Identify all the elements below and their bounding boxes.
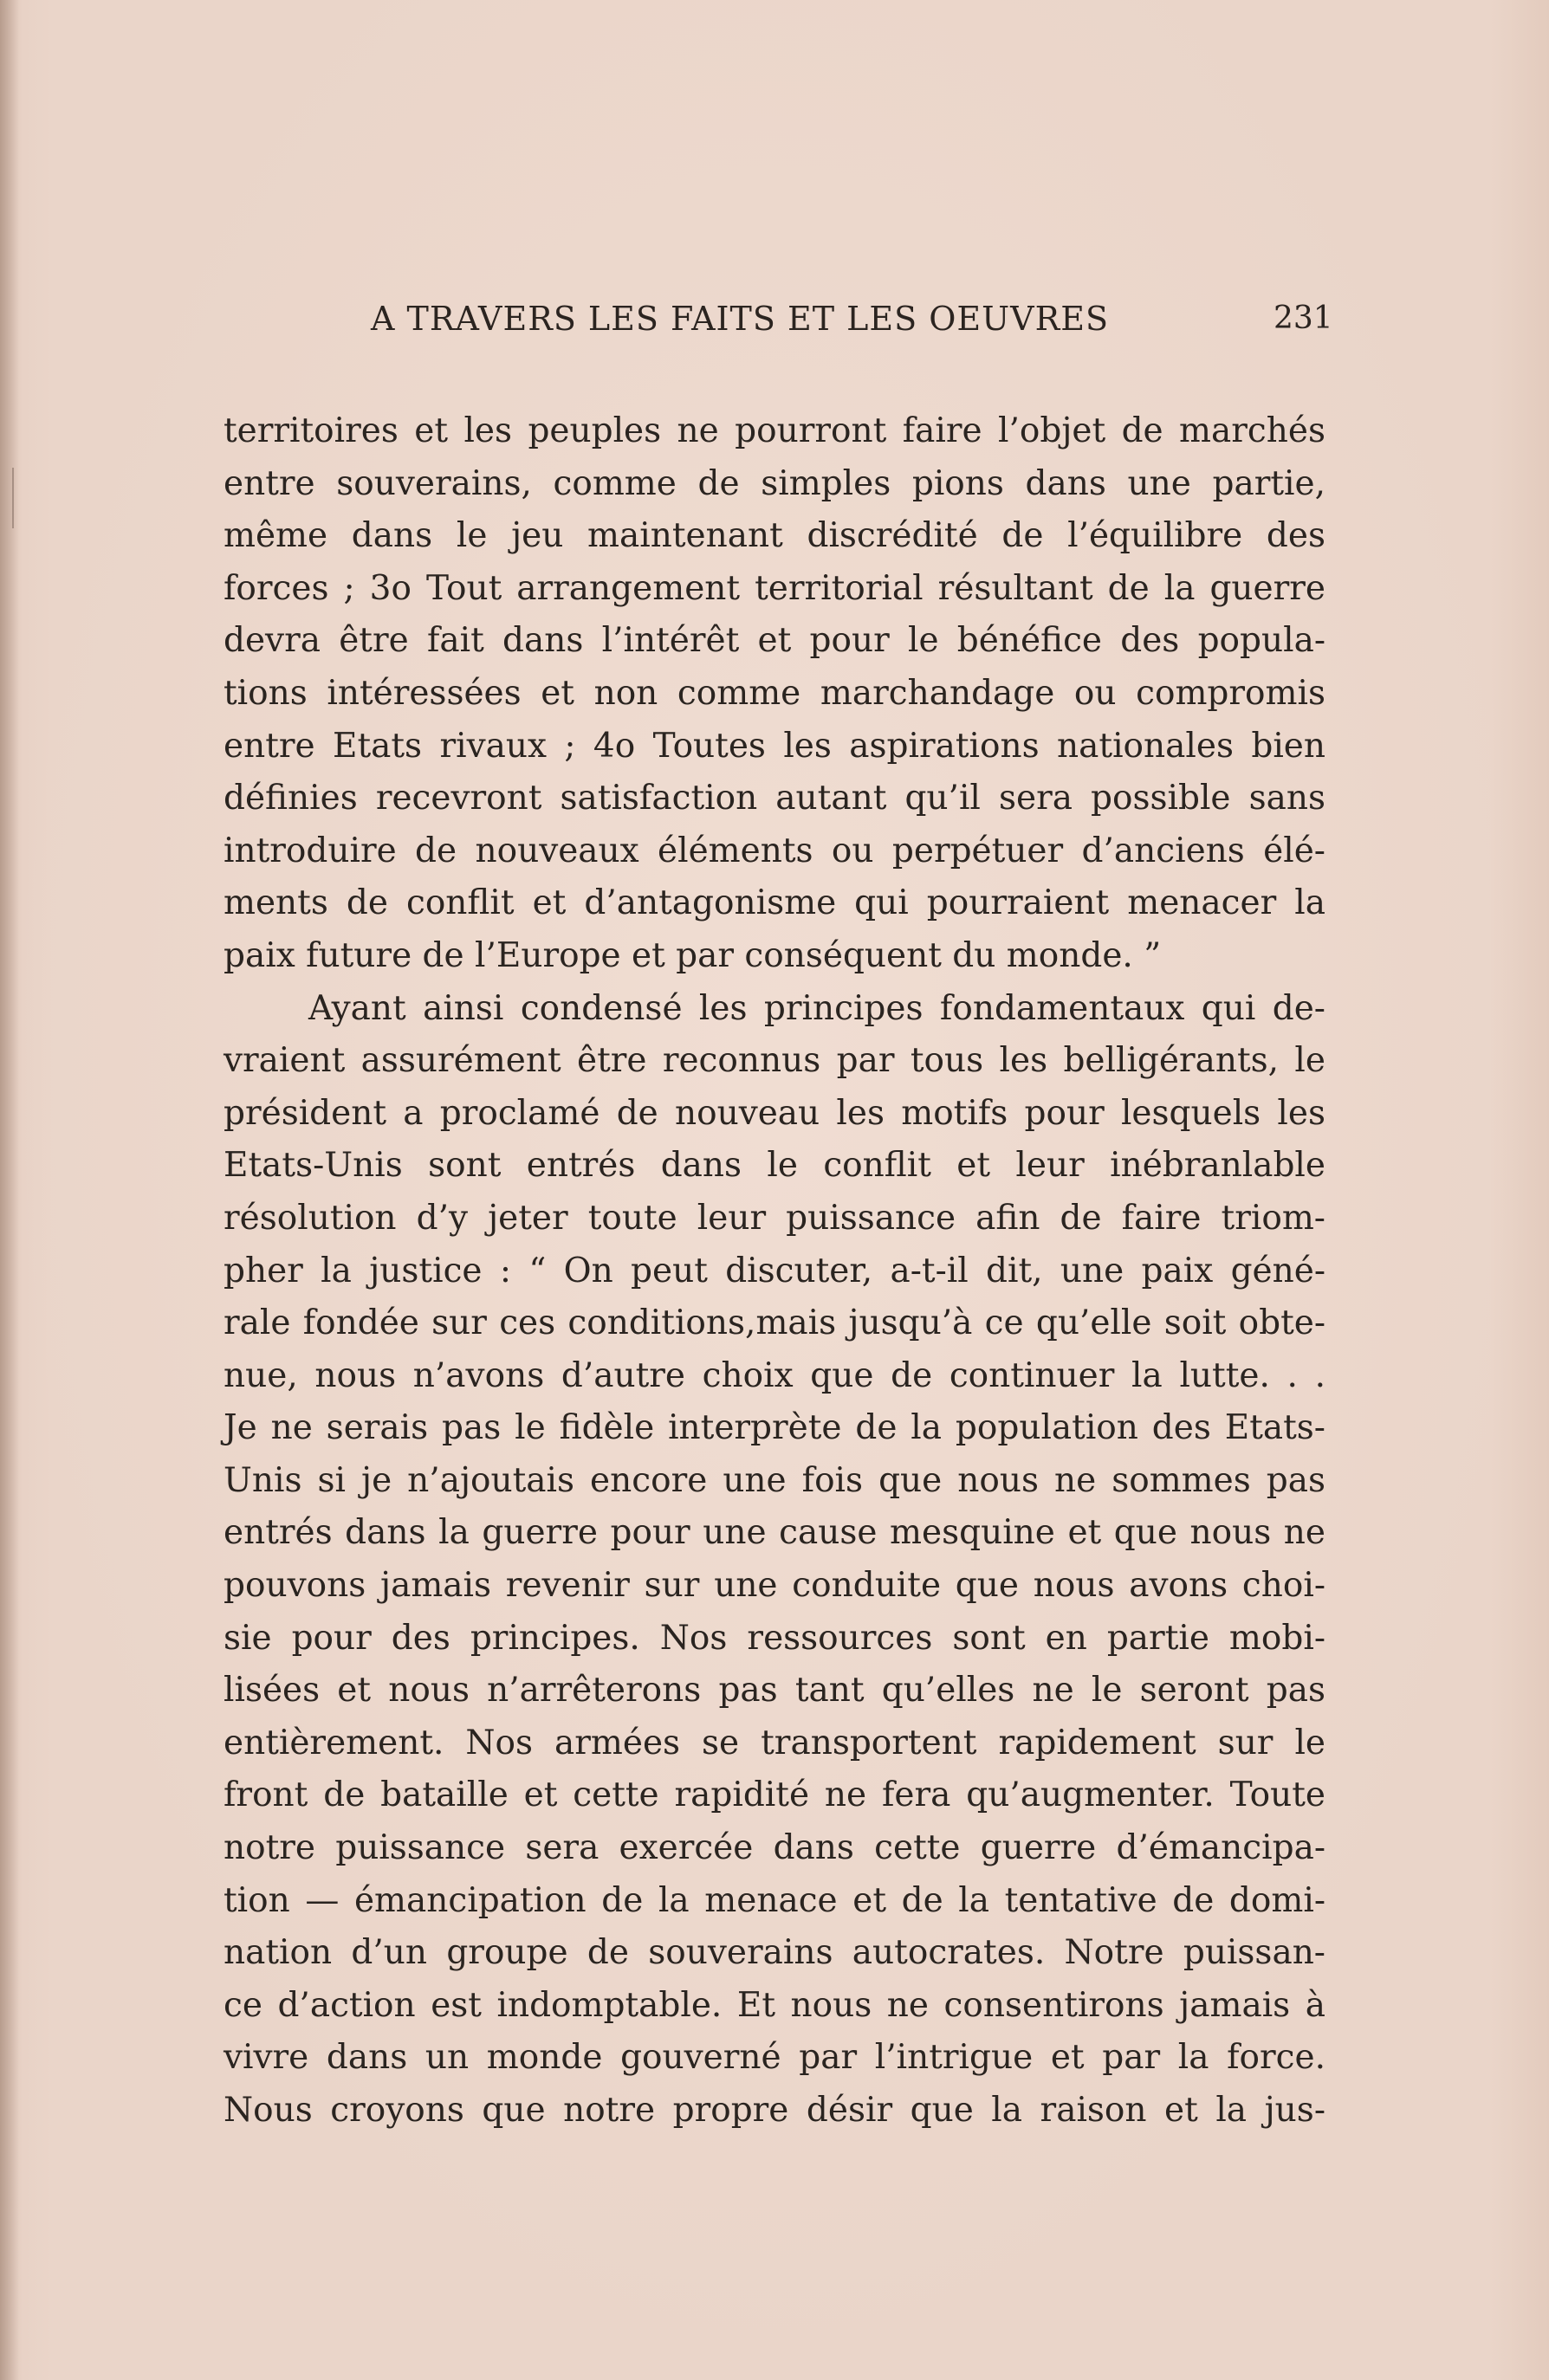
text-line: entre souverains, comme de simples pions dans une partie, xyxy=(224,463,1325,503)
text-line: notre puissance sera exercée dans cette guerre d’émancipa- xyxy=(224,1828,1325,1868)
text-line: lisées et nous n’arrêterons pas tant qu’elles ne le seront pas xyxy=(224,1671,1325,1711)
running-header xyxy=(0,293,1549,345)
text-line: ce d’action est indomptable. Et nous ne consentirons jamais à xyxy=(224,1985,1325,2025)
text-line: sie pour des principes. Nos ressources sont en partie mobi- xyxy=(224,1618,1325,1658)
text-line: Je ne serais pas le fidèle interprète de la population des Etats- xyxy=(224,1408,1325,1448)
text-line: vivre dans un monde gouverné par l’intrigue et par la force. xyxy=(224,2038,1325,2078)
text-line: entièrement. Nos armées se transportent rapidement sur le xyxy=(224,1723,1325,1762)
text-line: tions intéressées et non comme marchandage ou compromis xyxy=(224,673,1325,713)
text-line: entrés dans la guerre pour une cause mesquine et que nous ne xyxy=(224,1513,1325,1553)
text-line: Unis si je n’ajoutais encore une fois que nous ne sommes pas xyxy=(224,1460,1325,1500)
text-line: Nous croyons que notre propre désir que la raison et la jus- xyxy=(224,2091,1325,2130)
text-line: rale fondée sur ces conditions,mais jusqu’à ce qu’elle soit obte- xyxy=(224,1303,1325,1343)
body-text xyxy=(224,405,1325,2137)
text-line: même dans le jeu maintenant discrédité de l’équilibre des xyxy=(224,516,1325,556)
text-line: entre Etats rivaux ; 4o Toutes les aspirations nationales bien xyxy=(224,726,1325,766)
text-line: ments de conflit et d’antagonisme qui pourraient menacer la xyxy=(224,883,1325,923)
text-line: pher la justice : “ On peut discuter, a-t-il dit, une paix géné- xyxy=(224,1251,1325,1290)
text-line: front de bataille et cette rapidité ne fera qu’augmenter. Toute xyxy=(224,1775,1325,1815)
text-line: président a proclamé de nouveau les motifs pour lesquels les xyxy=(224,1093,1325,1133)
page-gutter-mark xyxy=(12,468,14,528)
page-number: 231 xyxy=(1274,301,1333,336)
text-line: nation d’un groupe de souverains autocrates. Notre puissan- xyxy=(224,1933,1325,1973)
text-line: vraient assurément être reconnus par tous les belligérants, le xyxy=(224,1041,1325,1081)
text-line: définies recevront satisfaction autant qu’il sera possible sans xyxy=(224,779,1325,818)
text-line-paragraph-start: Ayant ainsi condensé les principes fondamentaux qui de- xyxy=(308,988,1325,1028)
text-line-paragraph-end: paix future de l’Europe et par conséquent du monde. ” xyxy=(224,935,1162,975)
text-line: territoires et les peuples ne pourront faire l’objet de marchés xyxy=(224,411,1325,450)
text-line: résolution d’y jeter toute leur puissance afin de faire triom- xyxy=(224,1198,1325,1238)
text-line: devra être fait dans l’intérêt et pour le bénéfice des popula- xyxy=(224,621,1325,661)
running-title: A TRAVERS LES FAITS ET LES OEUVRES xyxy=(371,300,1109,338)
page-gutter-shadow xyxy=(0,0,19,2380)
text-line: pouvons jamais revenir sur une conduite que nous avons choi- xyxy=(224,1566,1325,1606)
text-line: forces ; 3o Tout arrangement territorial résultant de la guerre xyxy=(224,568,1325,608)
text-line: nue, nous n’avons d’autre choix que de continuer la lutte. . . xyxy=(224,1355,1325,1395)
text-line: Etats-Unis sont entrés dans le conflit et leur inébranlable xyxy=(224,1146,1325,1186)
text-line: tion — émancipation de la menace et de la tentative de domi- xyxy=(224,1880,1325,1920)
text-line: introduire de nouveaux éléments ou perpétuer d’anciens élé- xyxy=(224,831,1325,870)
